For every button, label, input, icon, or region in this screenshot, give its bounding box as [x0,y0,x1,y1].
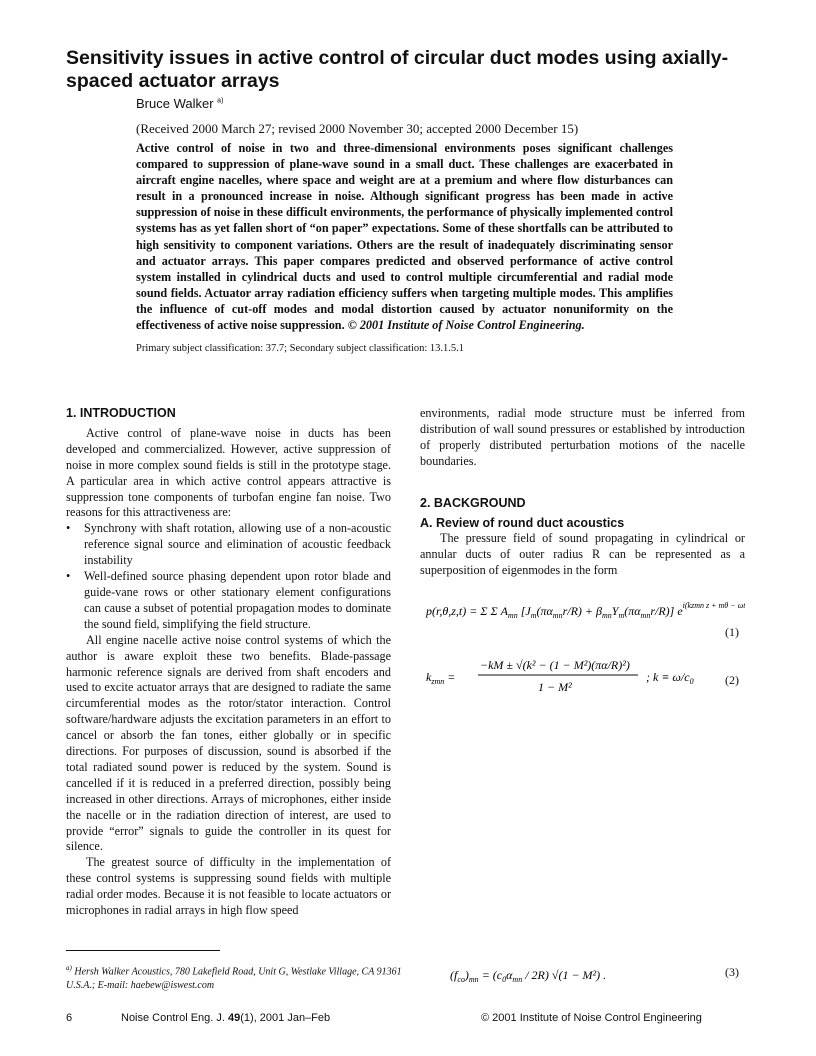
intro-paragraph-3: The greatest source of difficulty in the implementation of these control systems is suppressing sound fields with multiple radial order modes. Because it is not feasible to locate actuators or microphones in radial arrays in high flow speed [66,855,391,918]
received-dates: (Received 2000 March 27; revised 2000 November 30; accepted 2000 December 15) [136,121,579,136]
equation-2-graphic [420,645,745,709]
svg-text:p(r,θ,z,t) = Σ Σ Amn [Jm(παmnr: p(r,θ,z,t) = Σ Σ $A_{mn}$ $[J_m(\pi\alpha_{mn}r/R) + \beta_{mn}Y_m(\pi\alpha_{mn}r/R)]$ $e^{i(kzmn z + m\theta - \omega t)}$ [426,601,745,621]
svg-text:; k ≡ ω/c0: ; $k \equiv \omega/c_0$ [646,670,694,687]
equation-2-number: (2) [725,673,739,688]
svg-text:(fco)mn = (c0αmn / 2R) √(1 − M: $(f_{co})_{mn} = (c_0\alpha_{mn} / 2R) √(1 - M^2)$ . [450,968,607,985]
abstract-text: Active control of noise in two and three-dimensional environments poses significant challenges compared to suppression of plane-wave sound in a small duct. These challenges are exacerbated in aircraft engine nacelles, where space and weight are at a premium and where flow disturbances can result in a pronounced increase in noise. Although significant progress has been made in active suppression of noise in these difficult environments, the performance of physically implemented control systems has as yet fallen short of “on paper” expectations. Some of these shortfalls can be attributed to high sensitivity to component variations. Others are the result of inadequately discriminating sensor and actuator arrays. This paper compares predicted and observed performance of active control system installed in cylindrical ducts and used to control multiple circumferential and radial mode sound fields. Actuator array radiation efficiency suffers when targeting multiple modes. This amplifies the influence of cut-off modes and modal distortion caused by actuator nonuniformity on the effectiveness of active noise suppression. [136,141,673,333]
right-column [420,406,745,997]
svg-text:kzmn =: $k_{zmn}$ = [426,670,456,687]
list-item: • Synchrony with shaft rotation, allowing use of a non-acoustic reference signal source and elimination of acoustic feedback instability [66,521,391,569]
equation-2 [420,645,745,709]
background-paragraph-1: The pressure field of sound propagating in cylindrical or annular ducts of outer radius R can be represented as a superposition of eigenmodes in the form [420,531,745,578]
subject-classification: Primary subject classification: 37.7; Secondary subject classification: 13.1.5.1 [136,343,465,354]
intro-bullet-list [66,521,391,632]
section-heading-introduction: 1. INTRODUCTION [66,406,176,420]
footnote-text: Hersh Walker Acoustics, 780 Lakefield Road, Unit G, Westlake Village, CA 91361 U.S.A.; E-mail: haebew@iswest.com [66,966,402,992]
equation-1-graphic [420,583,745,641]
journal-citation [121,1012,330,1024]
footnote-rule [66,950,220,951]
journal-volume: 49 [228,1012,241,1024]
intro-paragraph-2: All engine nacelle active noise control systems of which the author is aware exploit these two benefits. Blade-passage harmonic reference signals are derived from shaft encoders and used to excite actuator arrays that are designed to radiate the same circumferential modes as the rotor/stator interaction. Control software/hardware adjusts the excitation parameters in an effort to cancel or absorb the fan tones, either globally or in specific directions. For purposes of discussion, sound is absorbed if the total radiated sound power is reduced by the system. Sound is cancelled if it is reduced in a preferred direction, possibly being increased in other directions. Arrays of microphones, either inside the nacelle or in the radiation direction of interest, are used to provide “error” signals to guide the controller in its quest for silence. [66,632,391,854]
equation-1-number: (1) [725,625,739,640]
equation-3 [420,957,745,993]
page-number: 6 [66,1012,73,1024]
section-heading-background: 2. BACKGROUND [420,495,526,510]
author-affiliation-mark: a) [217,97,224,105]
list-item: • Well-defined source phasing dependent upon rotor blade and guide-vane rows or other stationary element configurations can cause a subset of potential propagation modes to dominate the sound field, simplifying the field structure. [66,569,391,633]
author-name: Bruce Walker [136,96,214,111]
journal-name: Noise Control Eng. J. [121,1012,225,1024]
equation-3-number: (3) [725,965,739,980]
paper-title: Sensitivity issues in active control of circular duct modes using axially-spaced actuator arrays [66,47,729,92]
author [136,96,223,111]
svg-text:−kM ± √(k² − (1 − M²)(πα/R)²): −kM ± √(k² − (1 − M²)(πα/R)²) [480,658,630,673]
equation-3-graphic [420,957,745,993]
footnote [66,961,406,993]
abstract-copyright: © 2001 Institute of Noise Control Engineering. [347,318,585,333]
svg-text:1 − M²: 1 − M² [538,680,572,695]
equation-1 [420,583,745,641]
subsection-heading: A. Review of round duct acoustics [420,515,625,530]
footer-copyright: © 2001 Institute of Noise Control Engineering [481,1012,702,1024]
footnote-mark: a) [66,964,72,972]
journal-issue-date: (1), 2001 Jan–Feb [240,1012,331,1024]
intro-paragraph-1: Active control of plane-wave noise in ducts has been developed and commercialized. However, active suppression of noise in more complex sound fields is still in the prototype stage. A particular area in which active control appears attractive is suppression tone components of turbofan engine fan noise. Two reasons for this attractiveness are: [66,425,391,520]
left-column [66,406,391,919]
continued-paragraph: environments, radial mode structure must be inferred from distribution of wall sound pressures or established by introduction of properly distributed perturbation motions of the nacelle boundaries. [420,406,745,468]
abstract [136,140,673,333]
